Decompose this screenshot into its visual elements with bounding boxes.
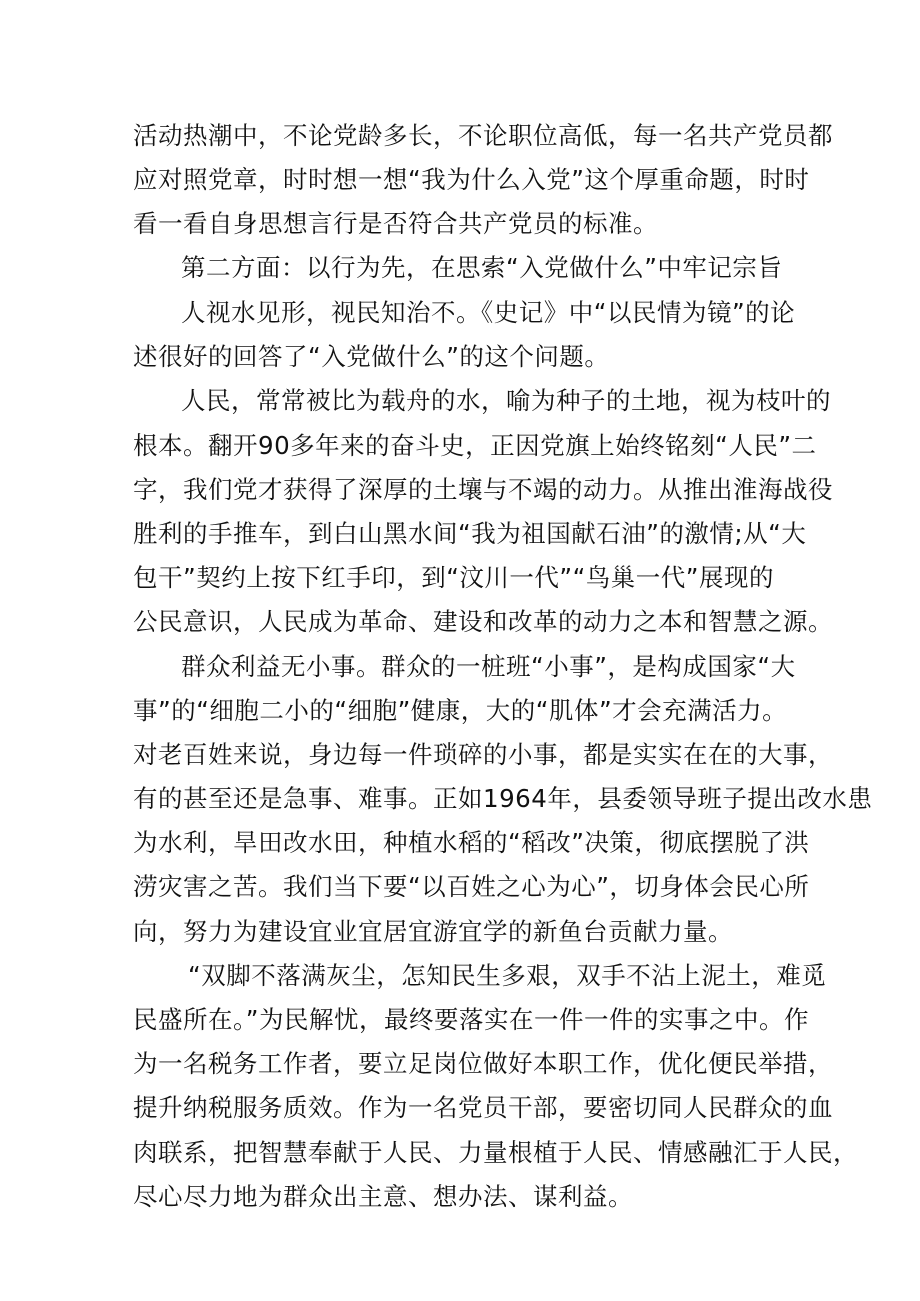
text-line: 活动热潮中，不论党龄多长，不论职位高低，每一名共产党员都 [133, 121, 833, 150]
text-line: 尽心尽力地为群众出主意、想办法、谋利益。 [133, 1182, 633, 1211]
section-heading: 第二方面：以行为先，在思索“入党做什么”中牢记宗旨 [181, 253, 783, 282]
text-line: 人民，常常被比为载舟的水，喻为种子的土地，视为枝叶的 [181, 386, 831, 415]
text-line: 胜利的手推车，到白山黑水间“我为祖国献石油”的激情;从“大 [133, 519, 807, 548]
text-line: 提升纳税服务质效。作为一名党员干部，要密切同人民群众的血 [133, 1093, 833, 1122]
text-line: 包干”契约上按下红手印，到“汶川一代”“鸟巢一代”展现的 [133, 563, 774, 592]
text-line: 人视水见形，视民知治不。《史记》中“以民情为镜”的论 [181, 298, 796, 327]
text-line: 字，我们党才获得了深厚的土壤与不竭的动力。从推出淮海战役 [133, 475, 833, 504]
text-line: 应对照党章，时时想一想“我为什么入党”这个厚重命题，时时 [133, 165, 810, 194]
text-line: 向，努力为建设宜业宜居宜游宜学的新鱼台贡献力量。 [133, 917, 733, 946]
text-line: 事”的“细胞二小的“细胞”健康，大的“肌体”才会充满活力。 [133, 696, 788, 725]
text-line: 肉联系，把智慧奉献于人民、力量根植于人民、情感融汇于人民， [133, 1138, 858, 1167]
text-line: 述很好的回答了“入党做什么”的这个问题。 [133, 342, 610, 371]
text-line: 民盛所在。”为民解忧，最终要落实在一件一件的实事之中。作 [133, 1005, 809, 1034]
text-line: 涝灾害之苦。我们当下要“以百姓之心为心”，切身体会民心所 [133, 872, 810, 901]
text-line: 为一名税务工作者，要立足岗位做好本职工作，优化便民举措， [133, 1049, 833, 1078]
text-line: 有的甚至还是急事、难事。正如1964年，县委领导班子提出改水患 [133, 784, 873, 813]
text-line: 对老百姓来说，身边每一件琐碎的小事，都是实实在在的大事， [133, 740, 833, 769]
text-line: 公民意识，人民成为革命、建设和改革的动力之本和智慧之源。 [133, 607, 833, 636]
text-line: 群众利益无小事。群众的一桩班“小事”，是构成国家“大 [181, 652, 796, 681]
text-line: 为水利，旱田改水田，种植水稻的“稻改”决策，彻底摆脱了洪 [133, 828, 810, 857]
text-line: “双脚不落满灰尘，怎知民生多艰，双手不沾上泥土，难觅 [188, 961, 827, 990]
text-line: 看一看自身思想言行是否符合共产党员的标准。 [133, 209, 658, 238]
text-line: 根本。翻开90多年来的奋斗史，正因党旗上始终铭刻“人民”二 [133, 431, 817, 460]
